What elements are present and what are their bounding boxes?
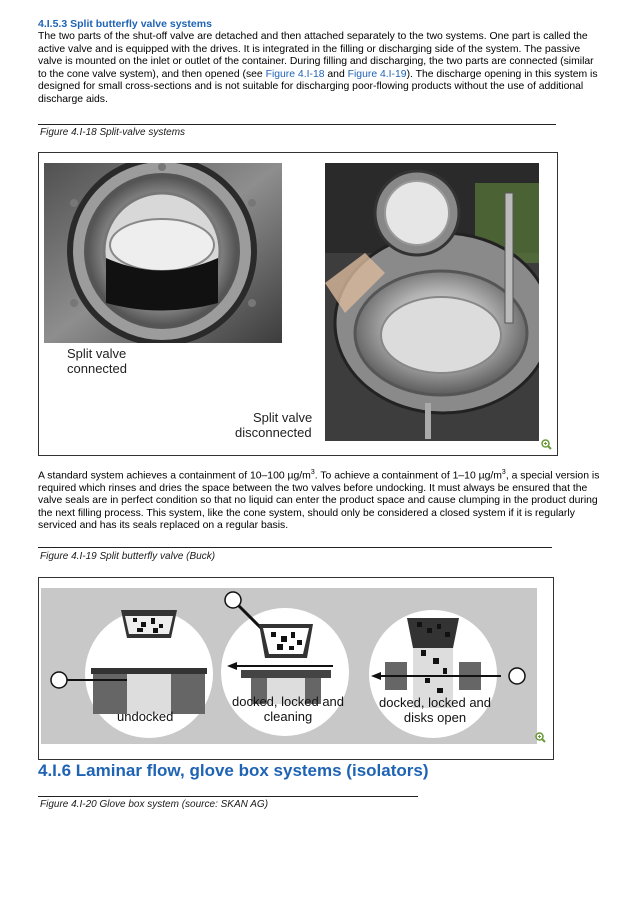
section-heading-isolators: 4.I.6 Laminar flow, glove box systems (isolators) [38, 761, 429, 780]
para1-text-a: The two parts of the shut-off valve are detached and then attached separately to the two systems. One part is called the active valve and is equipped with the drives. It is integrated in the filling or discharging side of the system. The passive valve is mounted on the inlet or outlet of the container. During filling and discharging, the two parts are connected (similar to the cone valve system), and then opened (see [38, 31, 594, 80]
caption-rule [38, 796, 418, 797]
split-valve-disconnected-photo [325, 163, 539, 441]
split-valve-connected-photo [44, 163, 282, 343]
figure-18-caption: Figure 4.I-18 Split-valve systems [40, 127, 186, 138]
para1-and: and [324, 68, 348, 80]
para2-sup-2: 3 [501, 469, 506, 476]
figure-19-frame [38, 577, 554, 760]
para1-text-b: ). The discharge opening in this system is designed for small cross-sections and is not suitable for discharging poor-flowing products without the use of additional discharge aids. [38, 68, 598, 105]
figure-19-caption: Figure 4.I-19 Split butterfly valve (Buck) [40, 551, 216, 562]
intro-paragraph [38, 31, 604, 106]
caption-rule [38, 547, 552, 548]
zoom-icon[interactable] [535, 732, 546, 743]
figure-19-link[interactable]: Figure 4.I-19 [347, 68, 407, 80]
caption-rule [38, 124, 556, 125]
label-split-valve-disconnected: Split valve disconnected [235, 410, 313, 440]
label-split-valve-connected: Split valve connected [67, 346, 127, 376]
para2-text-c: , a special version is required which rinses and dries the space between the two valves before undocking. It must always be ensured that the valve seals are in perfect condition so that no liquid can enter the product space and cause clumping in the product during the next filling process. This system, like the cone system, should only be considered a closed system if it is regularly serviced and has its seals replaced on a regular basis. [38, 470, 600, 532]
containment-paragraph [38, 467, 604, 533]
figure-18-link[interactable]: Figure 4.I-18 [265, 68, 325, 80]
zoom-icon[interactable] [541, 439, 552, 450]
section-heading: 4.I.5.3 Split butterfly valve systems [38, 18, 212, 30]
stage-label-disks-open: docked, locked and disks open [378, 695, 492, 725]
para2-text-a: A standard system achieves a containment of 10–100 µg/m [38, 470, 311, 482]
para2-sup-1: 3 [310, 469, 315, 476]
figure-18-frame [38, 152, 558, 456]
stage-label-cleaning: docked, locked and cleaning [231, 694, 345, 724]
stage-label-undocked: undocked [117, 709, 174, 724]
figure-20-caption: Figure 4.I-20 Glove box system (source: SKAN AG) [40, 799, 269, 810]
para2-text-b: . To achieve a containment of 1–10 µg/m [314, 470, 502, 482]
